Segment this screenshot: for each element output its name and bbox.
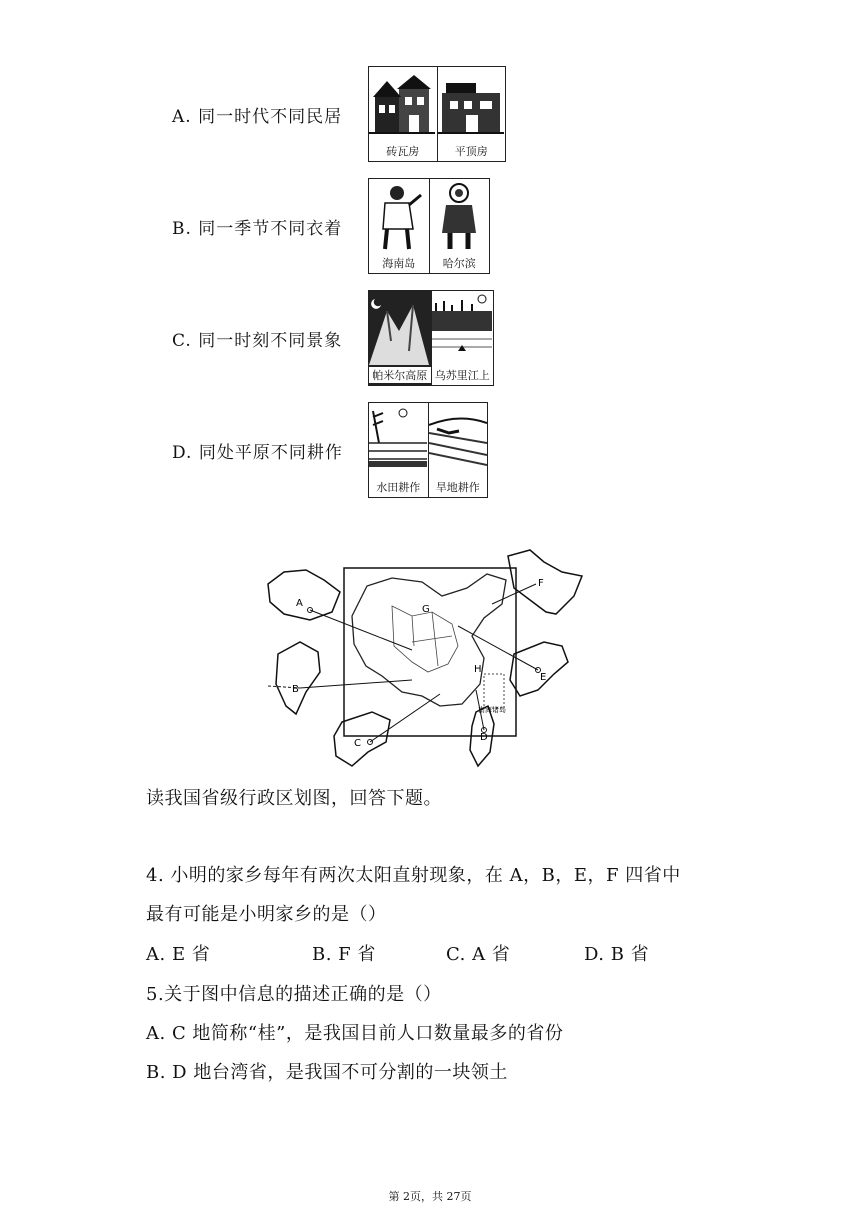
map-letter-c: C — [354, 738, 361, 749]
option-c — [172, 290, 532, 386]
map-south-sea-islands-label: 南海诸岛 — [478, 706, 506, 714]
option-b-caption-2: 哈尔滨 — [442, 257, 476, 270]
option-b — [172, 178, 532, 274]
option-a-caption-2: 平顶房 — [454, 145, 488, 158]
hainan-clothing-image — [369, 179, 430, 273]
pamir-plateau-image — [369, 291, 432, 385]
map-letter-e: E — [540, 672, 547, 683]
option-b-caption-1: 海南岛 — [382, 257, 416, 270]
option-d-caption-1: 水田耕作 — [376, 481, 421, 494]
map-letter-f: F — [538, 578, 544, 589]
paddy-farming-image — [369, 403, 429, 497]
map-letter-h: H — [474, 664, 482, 675]
map-intro: 读我国省级行政区划图，回答下题。 — [146, 788, 442, 809]
map-letter-a: A — [296, 598, 303, 609]
question-4-line-1: 4. 小明的家乡每年有两次太阳直射现象，在 A，B，E，F 四省中 — [146, 865, 681, 886]
option-c-label: C. 同一时刻不同景象 — [172, 331, 343, 351]
harbin-clothing-image — [430, 179, 490, 273]
question-4-choice-c: C. A 省 — [446, 944, 511, 965]
option-d-caption-2: 旱地耕作 — [435, 481, 480, 494]
page-footer: 第 2页，共 27页 — [388, 1190, 472, 1203]
option-a-label: A. 同一时代不同民居 — [172, 107, 343, 127]
option-a — [172, 66, 532, 162]
option-c-caption-1: 帕米尔高原 — [369, 367, 431, 383]
question-5-stem: 5.关于图中信息的描述正确的是（） — [146, 984, 442, 1005]
flat-roof-house-image — [438, 67, 506, 161]
option-d — [172, 402, 532, 498]
question-4-choice-a: A. E 省 — [146, 944, 211, 965]
option-d-picture — [368, 402, 488, 498]
wusuli-river-image — [432, 291, 494, 385]
question-5-choice-b: B. D 地台湾省，是我国不可分割的一块领土 — [146, 1062, 508, 1083]
option-b-label: B. 同一季节不同衣着 — [172, 219, 343, 239]
option-b-picture — [368, 178, 490, 274]
question-4-line-2: 最有可能是小明家乡的是（） — [146, 904, 387, 925]
dryland-farming-image — [429, 403, 488, 497]
option-a-caption-1: 砖瓦房 — [386, 145, 420, 158]
map-letter-g: G — [422, 604, 430, 615]
option-c-caption-2: 乌苏里江上 — [432, 367, 494, 383]
brick-house-image — [369, 67, 438, 161]
map-letter-b: B — [292, 684, 299, 695]
question-4-choice-b: B. F 省 — [312, 944, 376, 965]
map-letter-d: D — [480, 732, 488, 743]
option-c-picture — [368, 290, 494, 386]
option-a-picture — [368, 66, 506, 162]
question-5-choice-a: A. C 地简称“桂”，是我国目前人口数量最多的省份 — [146, 1023, 564, 1044]
china-province-map — [262, 546, 592, 778]
question-4-choice-d: D. B 省 — [584, 944, 650, 965]
option-d-label: D. 同处平原不同耕作 — [172, 443, 343, 463]
